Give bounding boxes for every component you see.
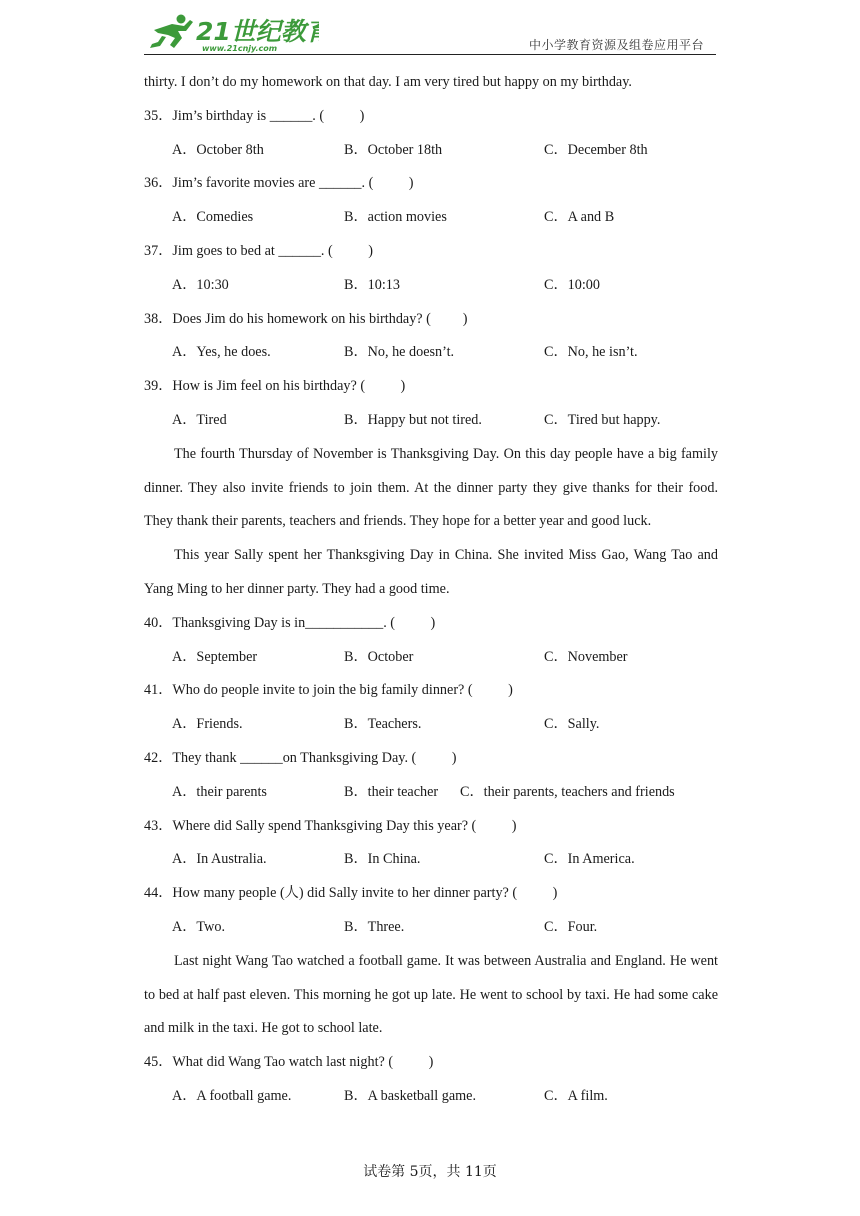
options-35 (144, 134, 718, 168)
option-c: C．In America. (544, 851, 635, 868)
option-a: A．In Australia. (172, 851, 267, 868)
passage-wang-tao: Last night Wang Tao watched a football game. It was between Australia and England. He went to bed at half past eleven. This morning he got up late. He went to school by taxi. He had some cake and milk in the taxi. He got to school late. (144, 952, 718, 1037)
option-c: C．December 8th (544, 141, 648, 158)
options-42 (144, 776, 718, 810)
question-block-1 (144, 100, 718, 438)
header-divider (144, 54, 716, 55)
option-c: C．Four. (544, 918, 598, 935)
option-b: B．Happy but not tired. (344, 411, 482, 428)
option-a: A．Yes, he does. (172, 344, 271, 361)
option-a: A．Comedies (172, 209, 254, 226)
options-36 (144, 201, 718, 235)
question-40: 40．Thanksgiving Day is in___________. ( ) (144, 614, 436, 631)
options-45 (144, 1080, 718, 1114)
option-b: B．A basketball game. (344, 1087, 476, 1104)
question-44: 44．How many people (人) did Sally invite to her dinner party? ( ) (144, 885, 558, 902)
page-header (144, 10, 716, 56)
option-a: A．September (172, 648, 258, 665)
exam-content (144, 66, 718, 1114)
passage-thanksgiving-p2: This year Sally spent her Thanksgiving Day in China. She invited Miss Gao, Wang Tao and Yang Ming to her dinner party. They had a good time. (144, 547, 718, 597)
options-39 (144, 404, 718, 438)
option-a: A．Friends. (172, 716, 243, 733)
site-logo (144, 10, 319, 54)
question-41: 41．Who do people invite to join the big family dinner? ( ) (144, 682, 513, 699)
question-45: 45．What did Wang Tao watch last night? ( ) (144, 1054, 434, 1071)
option-a: A．Tired (172, 411, 227, 428)
option-a: A．10:30 (172, 276, 229, 293)
option-a: A．Two. (172, 918, 225, 935)
passage-thanksgiving-p1: The fourth Thursday of November is Thanksgiving Day. On this day people have a big family dinner. They also invite friends to join them. At the dinner party they give thanks for their food. They thank their parents, teachers and friends. They hope for a better year and good luck. (144, 445, 718, 530)
option-c: C．Tired but happy. (544, 411, 661, 428)
option-b: B．their teacher (344, 783, 439, 800)
option-b: B．October (344, 648, 414, 665)
option-b: B．10:13 (344, 276, 400, 293)
question-36: 36．Jim’s favorite movies are ______. ( ) (144, 175, 414, 192)
question-37: 37．Jim goes to bed at ______. ( ) (144, 242, 373, 259)
option-c: C．A and B (544, 209, 615, 226)
question-block-3 (144, 1046, 718, 1114)
page-footer: 试卷第 5页，共 11页 (363, 1164, 497, 1180)
option-a: A．October 8th (172, 141, 264, 158)
svg-text:21世纪教育: 21世纪教育 (196, 17, 319, 46)
options-43 (144, 843, 718, 877)
option-c: C．10:00 (544, 276, 600, 293)
option-b: B．action movies (344, 209, 447, 226)
options-41 (144, 708, 718, 742)
option-b: B．October 18th (344, 141, 443, 158)
option-c: C．November (544, 648, 628, 665)
option-c: C．No, he isn’t. (544, 344, 638, 361)
question-35: 35．Jim’s birthday is ______. ( ) (144, 107, 365, 124)
options-38 (144, 336, 718, 370)
option-c: C．their parents, teachers and friends (460, 783, 675, 800)
option-b: B．Teachers. (344, 716, 422, 733)
question-39: 39．How is Jim feel on his birthday? ( ) (144, 378, 406, 395)
question-38: 38．Does Jim do his homework on his birthday? ( ) (144, 310, 468, 327)
option-b: B．No, he doesn’t. (344, 344, 455, 361)
question-43: 43．Where did Sally spend Thanksgiving Day this year? ( ) (144, 817, 517, 834)
svg-text:www.21cnjy.com: www.21cnjy.com (202, 44, 278, 53)
passage-tail: thirty. I don’t do my homework on that day. I am very tired but happy on my birthday. (144, 74, 632, 90)
option-b: B．Three. (344, 918, 405, 935)
option-a: A．A football game. (172, 1087, 292, 1104)
option-c: C．Sally. (544, 716, 600, 733)
option-b: B．In China. (344, 851, 421, 868)
platform-name: 中小学教育资源及组卷应用平台 (528, 38, 704, 52)
options-40 (144, 641, 718, 675)
runner-logo-icon (144, 10, 319, 54)
options-44 (144, 911, 718, 945)
question-42: 42．They thank ______on Thanksgiving Day. ( ) (144, 749, 457, 766)
option-c: C．A film. (544, 1087, 608, 1104)
options-37 (144, 269, 718, 303)
option-a: A．their parents (172, 783, 267, 800)
question-block-2 (144, 607, 718, 945)
